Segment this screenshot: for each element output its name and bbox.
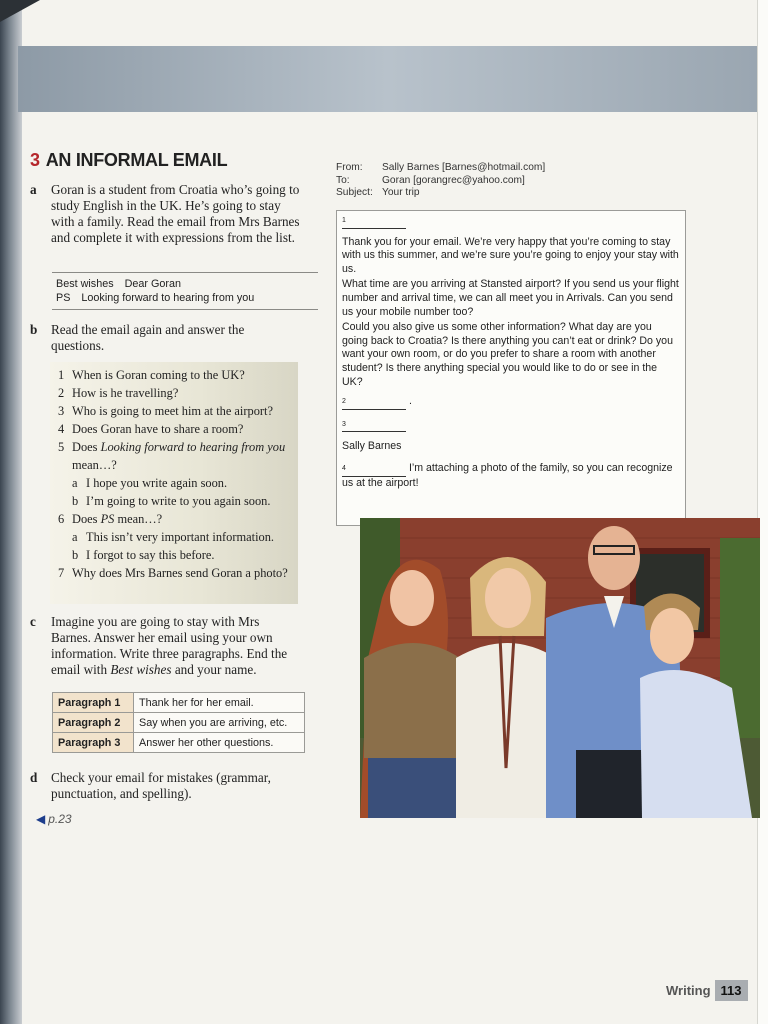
email-from: Sally Barnes [Barnes@hotmail.com] bbox=[382, 162, 546, 173]
question-item: 4 Does Goran have to share a room? bbox=[58, 422, 244, 436]
question-item: 6 Does PS mean…? bbox=[58, 512, 163, 526]
section-number: 3 bbox=[30, 150, 40, 170]
email-to-row: To: Goran [gorangrec@yahoo.com] bbox=[336, 174, 525, 186]
blank-2: $^2$ . bbox=[342, 395, 680, 410]
question-item: 7 Why does Mrs Barnes send Goran a photo? bbox=[58, 566, 288, 580]
back-arrow-icon: ◀ bbox=[36, 812, 46, 826]
page-number: 113 bbox=[715, 980, 748, 1001]
page-reference-text: p.23 bbox=[48, 812, 72, 826]
expression-list bbox=[52, 272, 318, 310]
paragraph-label: Paragraph 1 bbox=[53, 693, 134, 713]
email-signature: Sally Barnes bbox=[342, 440, 402, 453]
expression-item: Dear Goran bbox=[124, 278, 182, 290]
task-c bbox=[30, 614, 300, 678]
task-a-text: Goran is a student from Croatia who’s going to study English in the UK. He’s going to stay with a family. Read the email from Mrs Barnes and complete it with expressions from the list. bbox=[51, 182, 300, 245]
book-spine-shadow bbox=[0, 0, 22, 1024]
header-band bbox=[18, 46, 758, 112]
email-subject-row: Subject: Your trip bbox=[336, 187, 420, 198]
task-b bbox=[30, 322, 300, 354]
table-row bbox=[53, 693, 305, 713]
question-item: 1 When is Goran coming to the UK? bbox=[58, 368, 245, 382]
expression-item: Looking forward to hearing from you bbox=[81, 292, 255, 304]
task-letter: a bbox=[30, 182, 37, 197]
question-item: 3 Who is going to meet him at the airport? bbox=[58, 404, 273, 418]
footer-section-label: Writing bbox=[666, 983, 711, 998]
task-d-text: Check your email for mistakes (grammar, punctuation, and spelling). bbox=[51, 770, 271, 801]
paragraph-plan-table bbox=[52, 692, 305, 753]
expression-item: PS bbox=[56, 292, 71, 304]
email-paragraph: What time are you arriving at Stansted airport? If you send us your flight number and arrival time, we can all meet you in Arrivals. Can you send us your mobile number too? bbox=[342, 278, 679, 318]
email-paragraph: Thank you for your email. We’re very happy that you’re coming to stay with us this summer, and we’re sure you’re going to enjoy your stay with us. bbox=[342, 235, 679, 275]
task-letter: b bbox=[30, 322, 38, 337]
paragraph-label: Paragraph 2 bbox=[53, 713, 134, 733]
blank-4: $^4$ I’m attaching a photo of the family, so you can recognize us at the airport! bbox=[342, 461, 673, 489]
paragraph-instruction: Answer her other questions. bbox=[134, 733, 305, 753]
exercise-column bbox=[30, 150, 315, 353]
email-subject: Your trip bbox=[382, 187, 420, 198]
blank-3: 3 bbox=[342, 418, 680, 433]
paragraph-label: Paragraph 3 bbox=[53, 733, 134, 753]
section-title-text: AN INFORMAL EMAIL bbox=[45, 150, 228, 170]
question-option: b I forgot to say this before. bbox=[72, 548, 215, 562]
task-letter: c bbox=[30, 614, 36, 629]
family-photo-illustration bbox=[360, 518, 760, 818]
email-from-row: From: Sally Barnes [Barnes@hotmail.com] bbox=[336, 162, 546, 173]
task-a bbox=[30, 182, 300, 246]
task-c-text: Imagine you are going to stay with Mrs Barnes. Answer her email using your own information. Write three paragraphs. End the email with Best wishes and your name. bbox=[51, 614, 288, 677]
question-list bbox=[58, 366, 296, 582]
email-header bbox=[336, 162, 696, 200]
paragraph-instruction: Say when you are arriving, etc. bbox=[134, 713, 305, 733]
email-body bbox=[336, 210, 686, 526]
task-d bbox=[30, 770, 300, 802]
email-to: Goran [gorangrec@yahoo.com] bbox=[382, 174, 525, 186]
page-reference[interactable] bbox=[36, 812, 72, 826]
email-paragraph: Could you also give us some other information? What day are you going back to Croatia? Is there anything you can’t eat or drink? Do you want your own room, or do you prefer to share a room with another student? Is there anything special you would like to do or see in the UK? bbox=[342, 321, 673, 388]
family-photo bbox=[360, 518, 760, 818]
question-item: 5 Does Looking forward to hearing from you mean…? bbox=[58, 440, 286, 472]
task-b-text: Read the email again and answer the questions. bbox=[51, 322, 245, 353]
question-option: b I’m going to write to you again soon. bbox=[72, 494, 271, 508]
question-item: 2 How is he travelling? bbox=[58, 386, 179, 400]
question-option: a This isn’t very important information. bbox=[72, 530, 275, 544]
task-letter: d bbox=[30, 770, 38, 785]
question-option: a I hope you write again soon. bbox=[72, 476, 228, 490]
blank-1: 1 bbox=[342, 214, 680, 229]
page-footer bbox=[666, 980, 748, 1001]
section-title bbox=[30, 150, 315, 171]
page-edge bbox=[757, 0, 768, 1024]
table-row bbox=[53, 733, 305, 753]
expression-item: Best wishes bbox=[56, 278, 114, 290]
paragraph-instruction: Thank her for her email. bbox=[134, 693, 305, 713]
ps-text: I’m attaching a photo of the family, so you can recognize us at the airport! bbox=[342, 461, 673, 489]
table-row bbox=[53, 713, 305, 733]
